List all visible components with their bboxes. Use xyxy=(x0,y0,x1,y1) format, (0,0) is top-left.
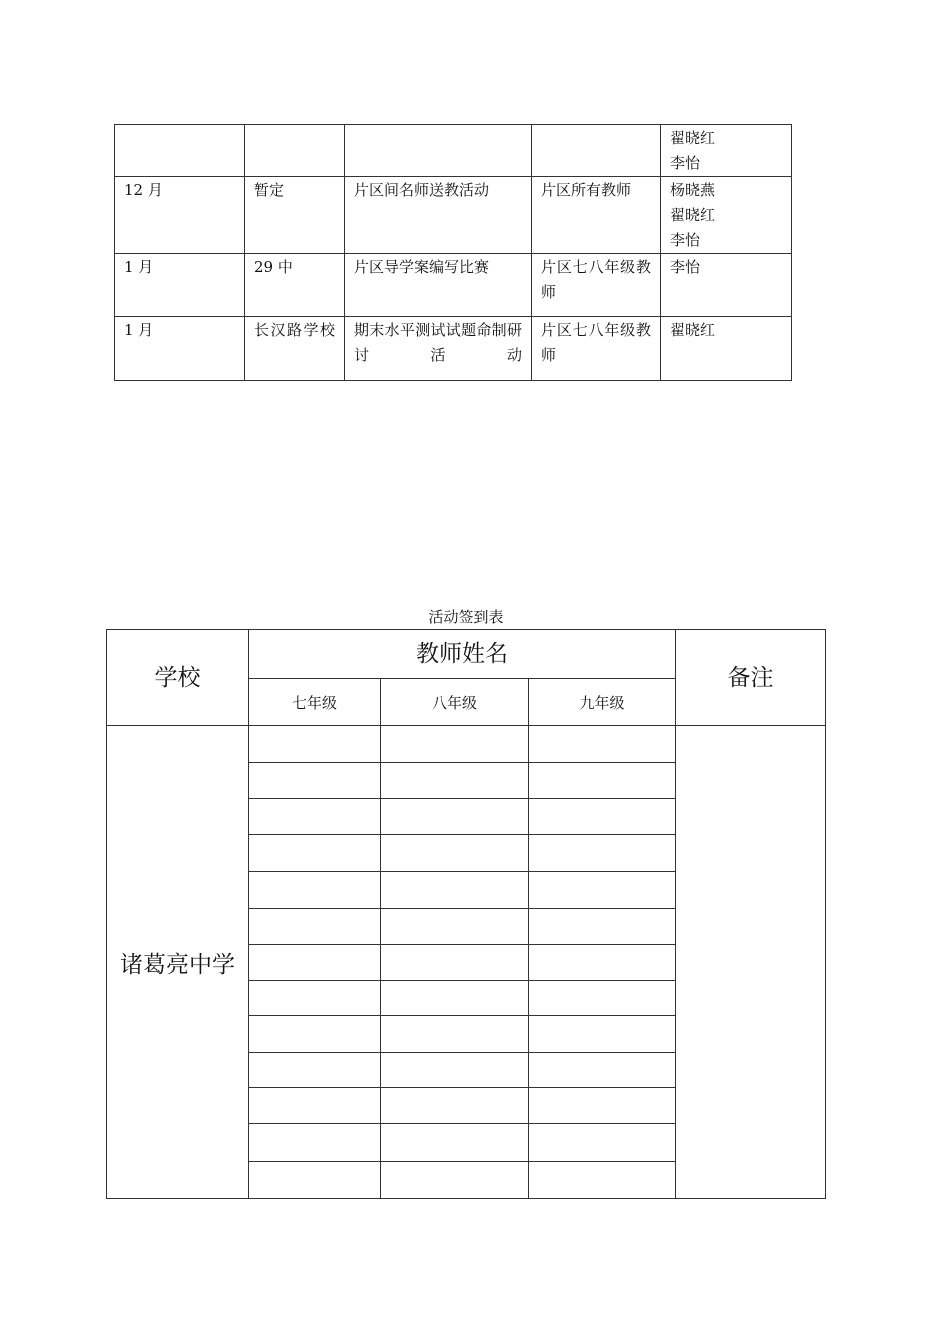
grade-9-signature-cell[interactable] xyxy=(529,763,676,799)
grade-7-signature-cell[interactable] xyxy=(249,909,381,945)
activity-cell: 期末水平测试试题命制研讨活动 xyxy=(345,317,532,381)
grade-7-header: 七年级 xyxy=(249,679,381,726)
grade-8-signature-cell[interactable] xyxy=(381,1016,529,1053)
grade-7-signature-cell[interactable] xyxy=(249,872,381,909)
grade-7-signature-cell[interactable] xyxy=(249,1088,381,1124)
grade-8-header: 八年级 xyxy=(381,679,529,726)
header-row xyxy=(107,630,826,679)
signin-table xyxy=(106,629,826,1199)
signin-title: 活动签到表 xyxy=(428,608,504,626)
grade-9-signature-cell[interactable] xyxy=(529,799,676,835)
remarks-header: 备注 xyxy=(676,630,826,726)
remarks-cell[interactable] xyxy=(676,726,826,1199)
grade-8-signature-cell[interactable] xyxy=(381,1088,529,1124)
participants-cell: 片区七八年级教师 xyxy=(532,317,661,381)
location-cell: 暂定 xyxy=(245,177,345,254)
location-cell: 长汉路学校 xyxy=(245,317,345,381)
activity-cell xyxy=(345,125,532,177)
teacher-names-header: 教师姓名 xyxy=(249,630,676,679)
grade-8-signature-cell[interactable] xyxy=(381,872,529,909)
grade-7-signature-cell[interactable] xyxy=(249,981,381,1016)
grade-8-signature-cell[interactable] xyxy=(381,981,529,1016)
grade-8-signature-cell[interactable] xyxy=(381,945,529,981)
location-cell: 29 中 xyxy=(245,254,345,317)
grade-9-signature-cell[interactable] xyxy=(529,1053,676,1088)
grade-9-header: 九年级 xyxy=(529,679,676,726)
participants-cell: 片区所有教师 xyxy=(532,177,661,254)
school-name-cell: 诸葛亮中学 xyxy=(107,726,249,1199)
grade-9-signature-cell[interactable] xyxy=(529,945,676,981)
grade-9-signature-cell[interactable] xyxy=(529,872,676,909)
grade-9-signature-cell[interactable] xyxy=(529,726,676,763)
month-cell: 1 月 xyxy=(115,254,245,317)
table-row xyxy=(115,177,792,254)
school-header: 学校 xyxy=(107,630,249,726)
grade-7-signature-cell[interactable] xyxy=(249,1124,381,1162)
grade-7-signature-cell[interactable] xyxy=(249,1162,381,1199)
table-row xyxy=(115,125,792,177)
month-cell: 1 月 xyxy=(115,317,245,381)
grade-8-signature-cell[interactable] xyxy=(381,726,529,763)
table-row xyxy=(115,254,792,317)
location-cell xyxy=(245,125,345,177)
grade-9-signature-cell[interactable] xyxy=(529,1016,676,1053)
grade-8-signature-cell[interactable] xyxy=(381,763,529,799)
grade-9-signature-cell[interactable] xyxy=(529,835,676,872)
grade-8-signature-cell[interactable] xyxy=(381,1162,529,1199)
grade-7-signature-cell[interactable] xyxy=(249,945,381,981)
grade-8-signature-cell[interactable] xyxy=(381,835,529,872)
organizer-cell: 李怡 xyxy=(661,254,792,317)
organizer-cell: 翟晓红 xyxy=(661,317,792,381)
grade-8-signature-cell[interactable] xyxy=(381,1124,529,1162)
grade-7-signature-cell[interactable] xyxy=(249,763,381,799)
grade-9-signature-cell[interactable] xyxy=(529,1124,676,1162)
organizer-cell: 翟晓红 李怡 xyxy=(661,125,792,177)
organizer-cell: 杨晓燕 翟晓红 李怡 xyxy=(661,177,792,254)
participants-cell: 片区七八年级教师 xyxy=(532,254,661,317)
month-cell: 12 月 xyxy=(115,177,245,254)
grade-7-signature-cell[interactable] xyxy=(249,799,381,835)
grade-7-signature-cell[interactable] xyxy=(249,1016,381,1053)
grade-7-signature-cell[interactable] xyxy=(249,726,381,763)
grade-8-signature-cell[interactable] xyxy=(381,1053,529,1088)
activity-cell: 片区导学案编写比赛 xyxy=(345,254,532,317)
grade-8-signature-cell[interactable] xyxy=(381,909,529,945)
signature-row xyxy=(107,726,826,763)
month-cell xyxy=(115,125,245,177)
grade-7-signature-cell[interactable] xyxy=(249,835,381,872)
activity-cell: 片区间名师送教活动 xyxy=(345,177,532,254)
grade-8-signature-cell[interactable] xyxy=(381,799,529,835)
grade-9-signature-cell[interactable] xyxy=(529,981,676,1016)
grade-9-signature-cell[interactable] xyxy=(529,909,676,945)
grade-9-signature-cell[interactable] xyxy=(529,1162,676,1199)
grade-7-signature-cell[interactable] xyxy=(249,1053,381,1088)
participants-cell xyxy=(532,125,661,177)
grade-9-signature-cell[interactable] xyxy=(529,1088,676,1124)
schedule-table xyxy=(114,124,792,381)
table-row xyxy=(115,317,792,381)
